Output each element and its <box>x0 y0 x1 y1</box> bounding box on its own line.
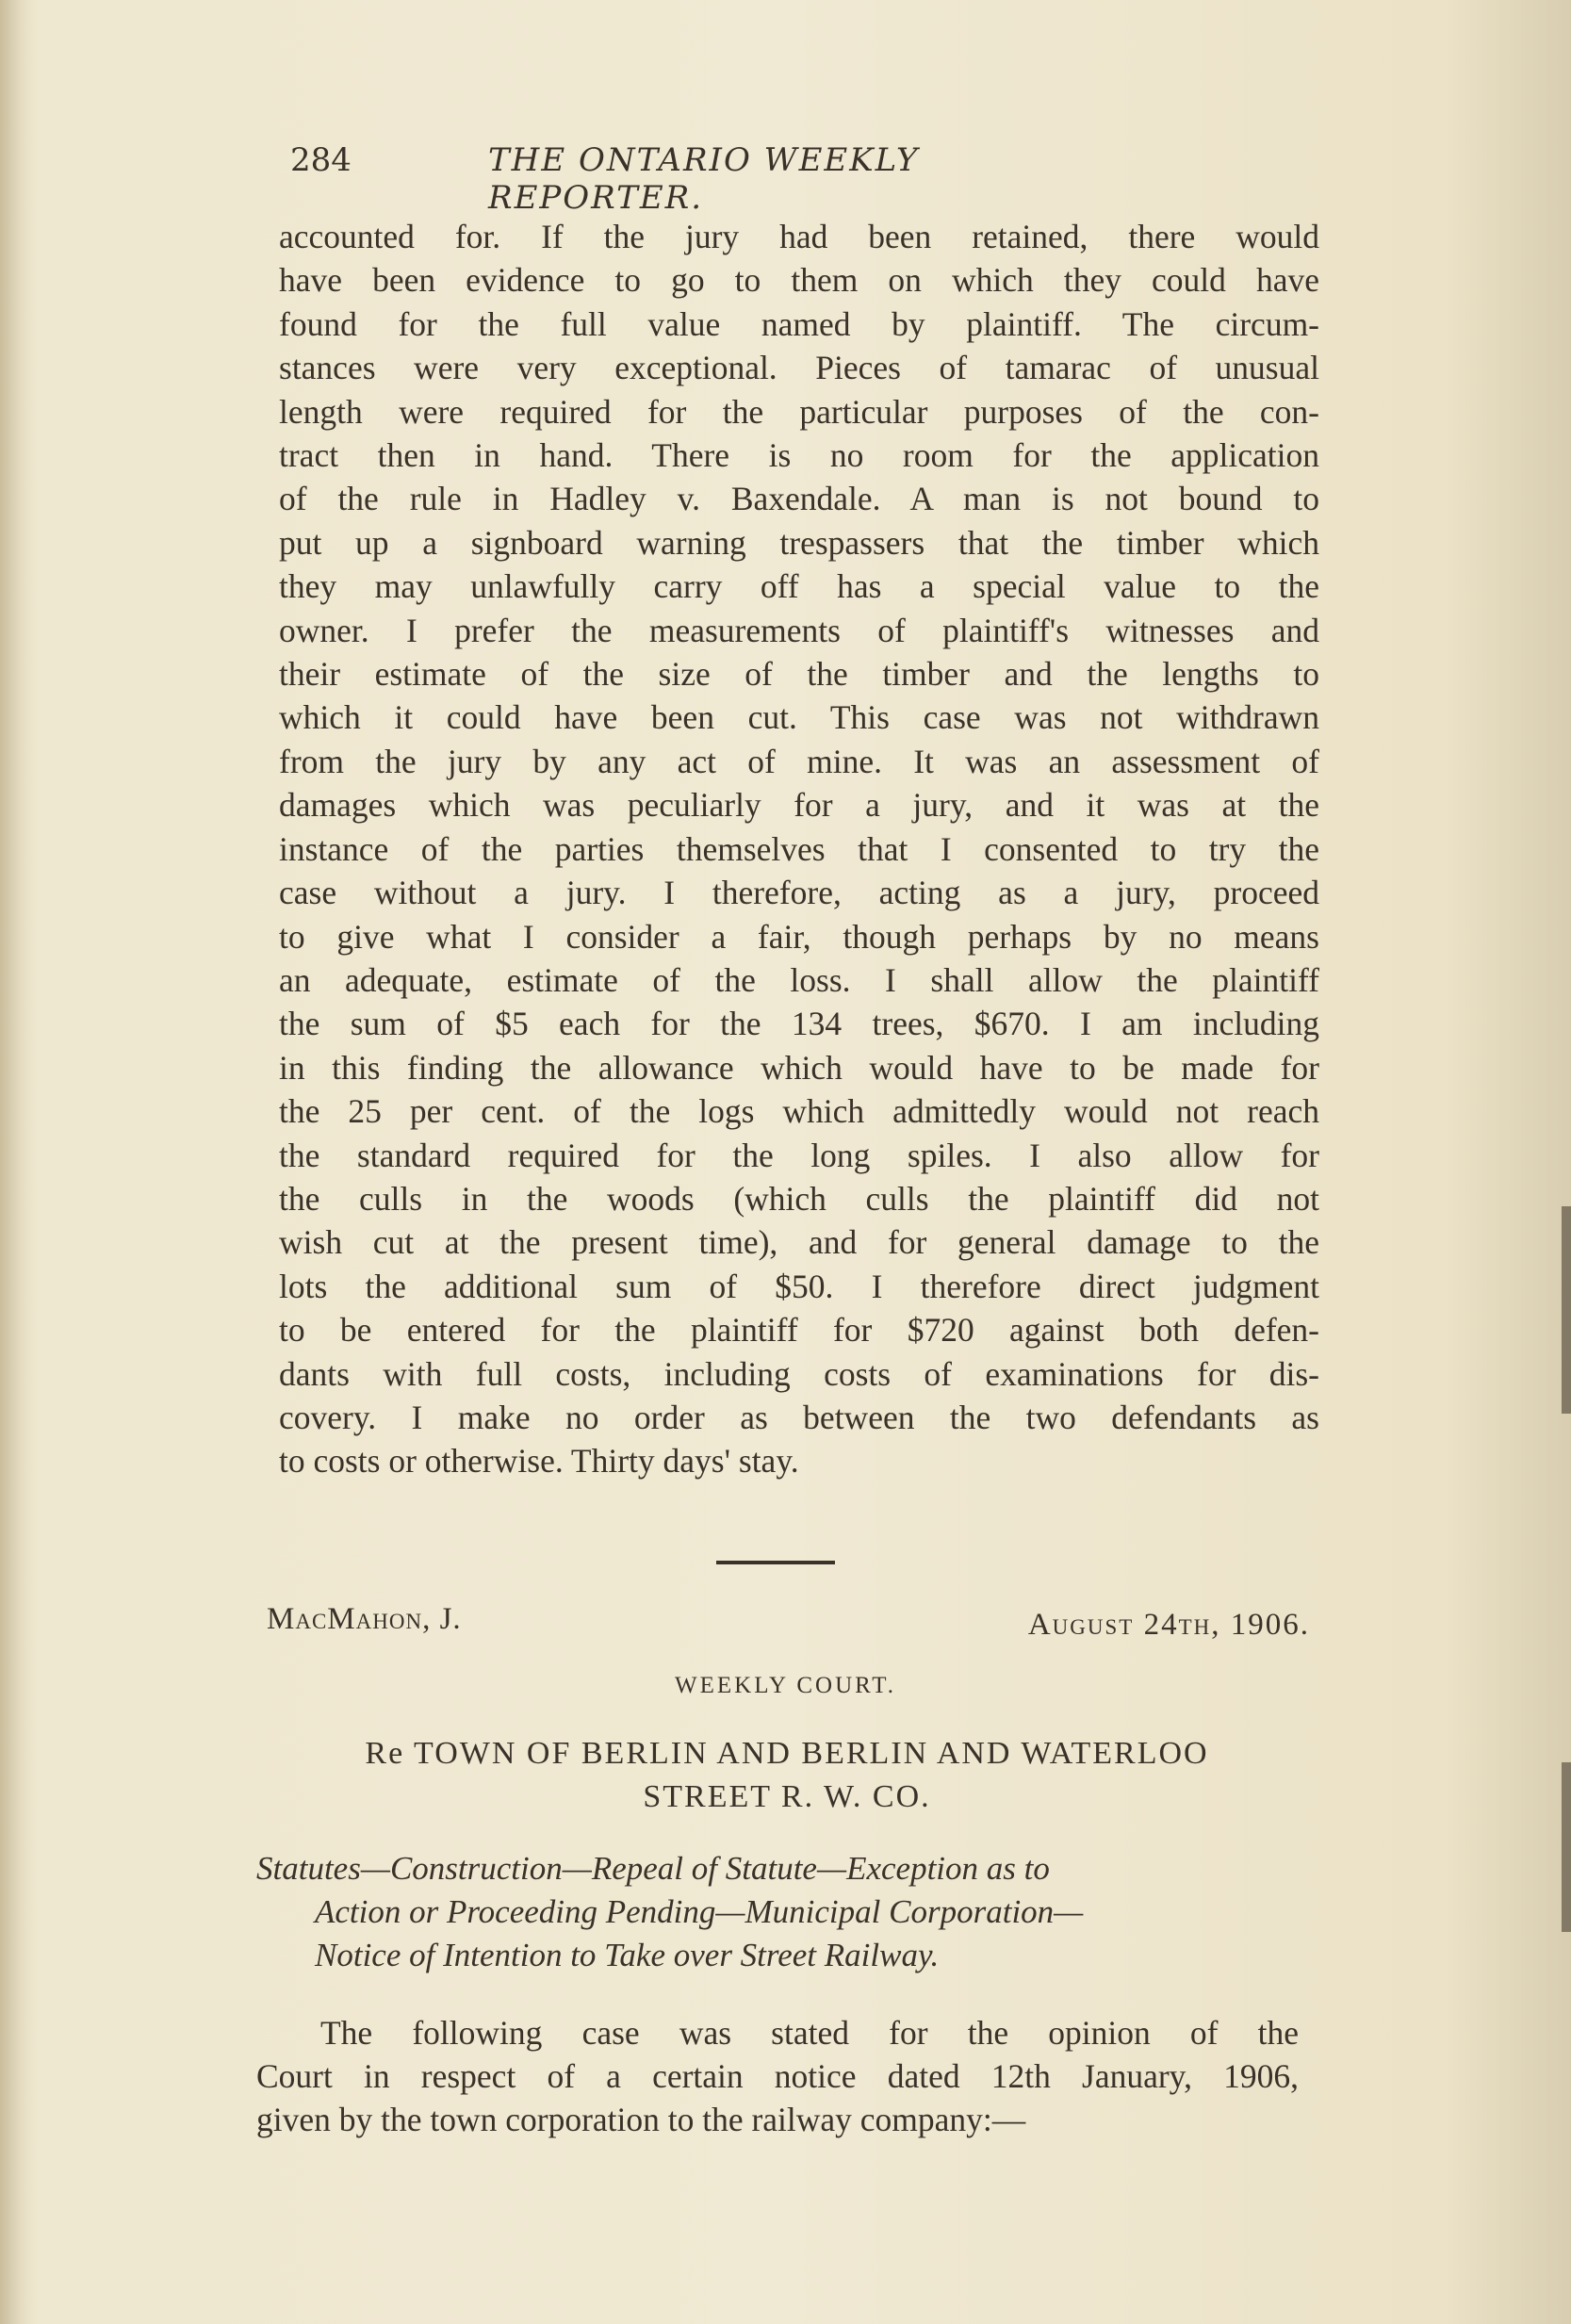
text-line: have been evidence to go to them on which they could have <box>279 261 1319 300</box>
text-line: damages which was peculiarly for a jury, and it was at the <box>279 786 1319 825</box>
running-header <box>290 141 1120 217</box>
text-line: put up a signboard warning trespassers that the timber which <box>279 523 1319 562</box>
case-title <box>254 1732 1319 1819</box>
stated-case-paragraph <box>256 2011 1299 2141</box>
judgment-text <box>279 215 1319 1483</box>
stated-case-line: The following case was stated for the opinion of the <box>320 2014 1299 2052</box>
text-line: case without a jury. I therefore, acting as a jury, proceed <box>279 874 1319 912</box>
text-line: the 25 per cent. of the logs which admittedly would not reach <box>279 1092 1319 1131</box>
section-divider <box>716 1561 835 1564</box>
text-line: wish cut at the present time), and for general damage to the <box>279 1223 1319 1262</box>
page-number: 284 <box>290 141 352 179</box>
text-line: an adequate, estimate of the loss. I shall allow the plaintiff <box>279 960 1319 999</box>
text-line: stances were very exceptional. Pieces of tamarac of unusual <box>279 349 1319 387</box>
text-line: instance of the parties themselves that I consented to try the <box>279 829 1319 868</box>
text-line: dants with full costs, including costs of examinations for dis- <box>279 1354 1319 1393</box>
case-title-line: STREET R. W. CO. <box>643 1779 931 1814</box>
text-line: of the rule in Hadley v. Baxendale. A man is not bound to <box>279 480 1319 518</box>
stated-case-line: given by the town corporation to the railway company:— <box>256 2101 1026 2138</box>
court-name: WEEKLY COURT. <box>675 1673 896 1698</box>
text-line: lots the additional sum of $50. I therefore direct judgment <box>279 1267 1319 1305</box>
judgment-date: August 24th, 1906. <box>1027 1608 1310 1642</box>
stated-case-line: Court in respect of a certain notice dated 12th January, 1906, <box>256 2057 1299 2095</box>
binding-gutter <box>0 0 21 2324</box>
text-line: which it could have been cut. This case was not withdrawn <box>279 698 1319 737</box>
text-line: the standard required for the long spiles. I also allow for <box>279 1136 1319 1174</box>
text-line: accounted for. If the jury had been retained, there would <box>279 218 1319 255</box>
catchword-line: Statutes—Construction—Repeal of Statute—Exception as to <box>256 1850 1050 1887</box>
text-line: owner. I prefer the measurements of plaintiff's witnesses and <box>279 611 1319 649</box>
text-line: they may unlawfully carry off has a special value to the <box>279 567 1319 606</box>
page-edge-mark <box>1562 1762 1571 1932</box>
text-line: covery. I make no order as between the two defendants as <box>279 1398 1319 1436</box>
text-line: to costs or otherwise. Thirty days' stay. <box>279 1442 799 1481</box>
catchword-line: Action or Proceeding Pending—Municipal Corporation— <box>315 1893 1084 1930</box>
judge-name: MacMahon, J. <box>267 1602 462 1636</box>
text-line: the culls in the woods (which culls the plaintiff did not <box>279 1179 1319 1218</box>
text-line: found for the full value named by plaintiff. The circum- <box>279 304 1319 343</box>
text-line: their estimate of the size of the timber and the lengths to <box>279 655 1319 694</box>
catchword-line: Notice of Intention to Take over Street Railway. <box>315 1937 940 1973</box>
text-line: to be entered for the plaintiff for $720 against both defen- <box>279 1311 1319 1350</box>
text-line: in this finding the allowance which would have to be made for <box>279 1048 1319 1087</box>
text-line: from the jury by any act of mine. It was an assessment of <box>279 742 1319 780</box>
catchwords <box>256 1847 1293 1977</box>
case-title-line: Re TOWN OF BERLIN AND BERLIN AND WATERLOO <box>365 1736 1209 1771</box>
text-line: the sum of $5 each for the 134 trees, $670. I am including <box>279 1005 1319 1043</box>
text-line: to give what I consider a fair, though perhaps by no means <box>279 917 1319 956</box>
text-line: length were required for the particular purposes of the con- <box>279 392 1319 431</box>
page-edge-mark <box>1562 1206 1571 1414</box>
text-line: tract then in hand. There is no room for the application <box>279 436 1319 475</box>
running-title: THE ONTARIO WEEKLY REPORTER. <box>488 141 920 217</box>
